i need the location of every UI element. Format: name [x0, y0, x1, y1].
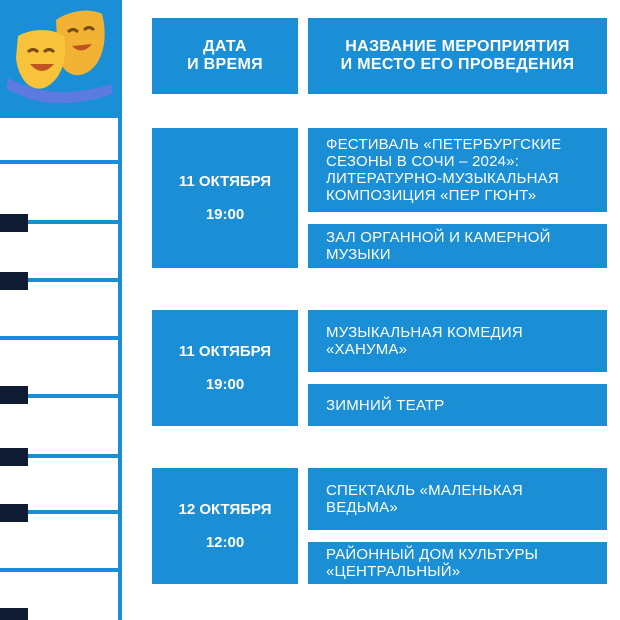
piano-black-key [0, 448, 28, 466]
piano-black-key [0, 272, 28, 290]
event-time: 19:00 [205, 376, 245, 393]
event-venue: РАЙОННЫЙ ДОМ КУЛЬТУРЫ «ЦЕНТРАЛЬНЫЙ» [308, 542, 607, 584]
piano-black-key [0, 386, 28, 404]
piano-stripe [0, 0, 122, 620]
event-date: 11 ОКТЯБРЯ [178, 343, 272, 360]
piano-rail [118, 0, 122, 620]
event-date-cell [152, 468, 298, 584]
piano-black-key [0, 608, 28, 620]
event-time: 19:00 [205, 206, 245, 223]
event-date-cell [152, 310, 298, 426]
event-venue: ЗАЛ ОРГАННОЙ И КАМЕРНОЙ МУЗЫКИ [308, 224, 607, 268]
theater-masks-icon [4, 6, 116, 116]
piano-black-key [0, 214, 28, 232]
piano-key-line [0, 568, 122, 572]
event-title: СПЕКТАКЛЬ «МАЛЕНЬКАЯ ВЕДЬМА» [308, 468, 607, 530]
piano-black-key [0, 504, 28, 522]
piano-key-line [0, 160, 122, 164]
event-title: ФЕСТИВАЛЬ «ПЕТЕРБУРГСКИЕ СЕЗОНЫ В СОЧИ – 2024»: ЛИТЕРАТУРНО-МУЗЫКАЛЬНАЯ КОМПОЗИЦИЯ «ПЕР ГЮНТ» [308, 128, 607, 212]
event-date: 12 ОКТЯБРЯ [178, 501, 272, 518]
event-title: МУЗЫКАЛЬНАЯ КОМЕДИЯ «ХАНУМА» [308, 310, 607, 372]
event-date-cell [152, 128, 298, 268]
event-time: 12:00 [205, 534, 245, 551]
piano-key-line [0, 336, 122, 340]
header-date-time: ДАТА И ВРЕМЯ [152, 18, 298, 94]
event-date: 11 ОКТЯБРЯ [178, 173, 272, 190]
header-event-name: НАЗВАНИЕ МЕРОПРИЯТИЯ И МЕСТО ЕГО ПРОВЕДЕНИЯ [308, 18, 607, 94]
event-venue: ЗИМНИЙ ТЕАТР [308, 384, 607, 426]
